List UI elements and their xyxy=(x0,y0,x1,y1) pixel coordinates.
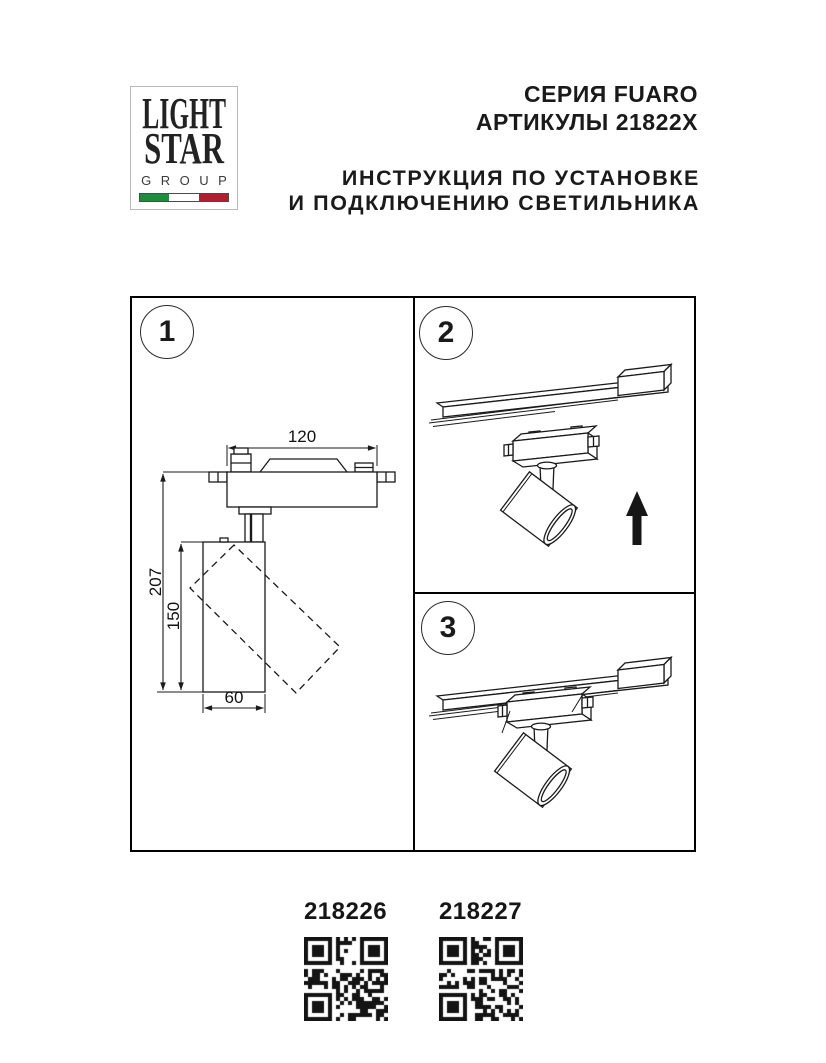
footer-qr-row xyxy=(0,898,826,1021)
article-number: 218226 xyxy=(303,898,388,925)
page-title xyxy=(289,166,700,216)
articles-line: АРТИКУЛЫ 21822X xyxy=(475,109,698,135)
article-number: 218227 xyxy=(438,898,523,925)
diagram-frame xyxy=(130,296,696,852)
step-1-number: 1 xyxy=(158,315,176,348)
title-line-2: И ПОДКЛЮЧЕНИЮ СВЕТИЛЬНИКА xyxy=(288,191,700,215)
italian-flag-bar xyxy=(139,193,229,202)
step-1-badge xyxy=(140,305,194,359)
logo-word-light: LIGHT xyxy=(142,89,226,138)
qr-code xyxy=(439,937,523,1021)
spotlight-fixture xyxy=(495,687,593,810)
dim-width-label: 120 xyxy=(287,427,317,446)
step-2-number: 2 xyxy=(437,316,455,349)
step-3-number: 3 xyxy=(439,611,457,644)
series-name: СЕРИЯ FUARO xyxy=(523,81,698,107)
step-3-badge xyxy=(421,601,475,655)
flag-white-segment xyxy=(169,194,198,201)
flag-green-segment xyxy=(140,194,169,201)
dim-body-width-label: 60 xyxy=(224,688,244,707)
logo-word-star: STAR xyxy=(144,124,224,173)
logo-word-group: GROUP xyxy=(141,173,237,188)
up-arrow-icon xyxy=(626,491,648,545)
dim-body-height-label: 150 xyxy=(164,601,183,631)
product-qr-item xyxy=(433,898,529,1021)
dim-total-height-label: 207 xyxy=(146,567,165,597)
brand-logo xyxy=(130,86,238,210)
step-2-badge xyxy=(419,306,473,360)
dimension-drawing xyxy=(132,298,413,848)
flag-red-segment xyxy=(199,194,228,201)
product-qr-item xyxy=(298,898,394,1021)
track-rail xyxy=(429,365,671,427)
spotlight-fixture xyxy=(501,426,599,549)
header-series-block xyxy=(476,80,698,136)
title-line-1: ИНСТРУКЦИЯ ПО УСТАНОВКЕ xyxy=(341,166,700,190)
qr-code xyxy=(304,937,388,1021)
